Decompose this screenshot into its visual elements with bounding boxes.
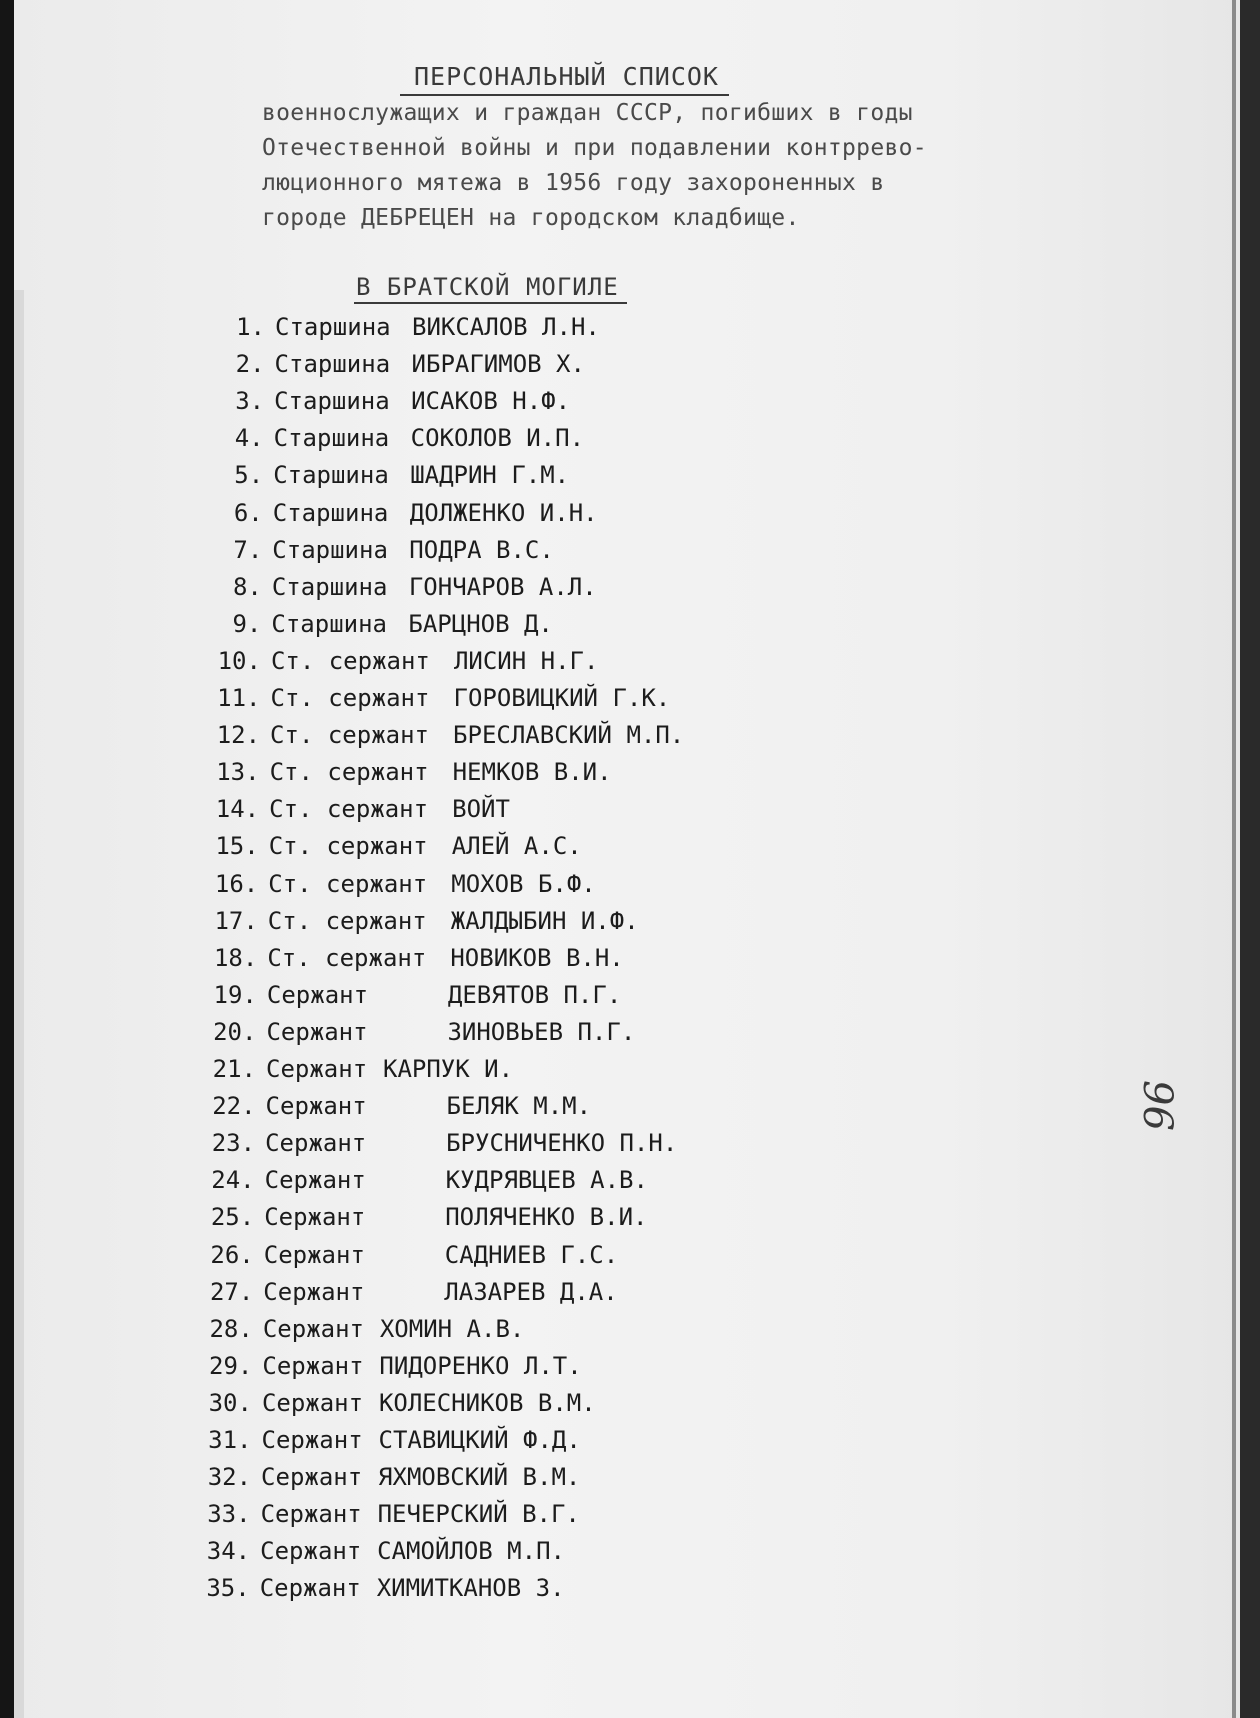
entry-number: 30. — [208, 1388, 252, 1417]
entry-number: 22. — [212, 1092, 256, 1121]
entry-number: 24. — [211, 1166, 255, 1195]
entry-name: ГОНЧАРОВ А.Л. — [408, 572, 597, 601]
entry-rank: Ст. сержант — [270, 646, 430, 675]
entry-rank: Старшина — [272, 498, 389, 527]
entry-name: СОКОЛОВ И.П. — [410, 424, 585, 453]
entry-number: 3. — [235, 387, 265, 416]
entry-name: ИСАКОВ Н.Ф. — [411, 387, 571, 416]
entry-name: БАРЦНОВ Д. — [408, 609, 553, 638]
entry-number: 29. — [209, 1351, 253, 1380]
entry-number: 19. — [213, 980, 257, 1009]
entry-name: ИБРАГИМОВ Х. — [411, 350, 585, 379]
entry-rank: Сержант — [264, 1166, 366, 1195]
entry-number: 8. — [232, 572, 262, 601]
entry-rank: Ст. сержант — [270, 721, 429, 750]
entry-name: БРУСНИЧЕНКО П.Н. — [446, 1129, 678, 1158]
entry-name: СТАВИЦКИЙ Ф.Д. — [378, 1426, 581, 1454]
entry-number: 20. — [213, 1017, 257, 1046]
document-intro — [262, 96, 1002, 236]
entry-rank: Сержант — [266, 1017, 368, 1046]
entry-name: БЕЛЯК М.М. — [446, 1092, 592, 1121]
entry-rank: Сержант — [261, 1388, 364, 1417]
entry-number: 7. — [233, 535, 263, 564]
entry-rank: Старшина — [273, 461, 389, 490]
entry-name: КУДРЯВЦЕВ А.В. — [445, 1166, 648, 1195]
entry-rank: Сержант — [261, 1426, 363, 1454]
entry-number: 6. — [233, 498, 263, 527]
entry-name: ПОДРА В.С. — [409, 535, 554, 564]
entry-number: 15. — [215, 832, 259, 861]
entry-name: ДОЛЖЕНКО И.Н. — [409, 498, 598, 527]
entry-number: 2. — [235, 350, 265, 379]
entry-rank: Сержант — [265, 1129, 367, 1158]
entry-number: 1. — [236, 313, 265, 341]
entry-name: ВИКСАЛОВ Л.Н. — [412, 313, 600, 341]
entry-rank: Сержант — [265, 1092, 367, 1121]
entry-name: ШАДРИН Г.М. — [410, 461, 570, 490]
entry-number: 35. — [206, 1574, 250, 1603]
entry-number: 33. — [207, 1500, 251, 1529]
entry-number: 16. — [214, 869, 259, 898]
entry-number: 12. — [216, 721, 261, 750]
entry-rank: Старшина — [271, 609, 387, 638]
entry-rank: Старшина — [271, 572, 388, 601]
entry-name: ПОЛЯЧЕНКО В.И. — [445, 1203, 648, 1232]
intro-line: люционного мятежа в 1956 году захороненных в — [262, 170, 885, 196]
entry-rank: Сержант — [264, 1203, 366, 1232]
entry-rank: Сержант — [260, 1500, 362, 1529]
entry-rank: Старшина — [274, 350, 391, 379]
entry-name: ХОМИН А.В. — [379, 1314, 525, 1343]
entry-rank: Ст. сержант — [268, 832, 428, 861]
entry-name: ПИДОРЕНКО Л.Т. — [379, 1351, 582, 1380]
entry-name: ГОРОВИЦКИЙ Г.К. — [453, 684, 671, 712]
entry-rank: Сержант — [262, 1351, 364, 1380]
page-edge — [14, 290, 24, 1718]
entry-rank: Старшина — [275, 313, 391, 341]
entry-rank: Сержант — [260, 1537, 362, 1566]
entry-rank: Сержант — [261, 1463, 363, 1492]
entry-rank: Ст. сержант — [269, 795, 429, 824]
section-heading: В БРАТСКОЙ МОГИЛЕ — [354, 272, 627, 304]
entry-rank: Ст. сержант — [267, 943, 427, 972]
entry-name: КОЛЕСНИКОВ В.М. — [378, 1388, 596, 1417]
scan-border — [1240, 0, 1260, 1718]
document-title: ПЕРСОНАЛЬНЫЙ СПИСОК — [400, 60, 729, 96]
entry-name: ПЕЧЕРСКИЙ В.Г. — [377, 1500, 580, 1529]
entry-number: 11. — [217, 684, 261, 712]
entry-name: ЛИСИН Н.Г. — [453, 646, 599, 675]
entry-rank: Старшина — [272, 535, 388, 564]
entry-name: ВОЙТ — [452, 795, 510, 824]
entry-number: 9. — [232, 609, 262, 638]
intro-line: Отечественной войны и при подавлении контррево- — [262, 135, 927, 161]
entry-number: 18. — [213, 943, 258, 972]
entry-rank: Старшина — [273, 424, 390, 453]
entry-rank: Ст. сержант — [268, 869, 428, 898]
entry-name: ЯХМОВСКИЙ В.М. — [378, 1463, 581, 1492]
entry-name: ЛАЗАРЕВ Д.А. — [444, 1277, 618, 1306]
entry-number: 17. — [214, 906, 258, 935]
entry-number: 21. — [212, 1055, 256, 1083]
entry-name: ЖАЛДЫБИН И.Ф. — [450, 906, 639, 935]
intro-line: военнослужащих и граждан СССР, погибших в годы — [262, 100, 913, 126]
entry-name: ХИМИТКАНОВ З. — [376, 1574, 565, 1603]
entry-number: 23. — [211, 1129, 256, 1158]
entry-rank: Сержант — [262, 1314, 364, 1343]
entry-number: 10. — [217, 646, 261, 675]
entry-rank: Старшина — [274, 387, 390, 416]
entry-rank: Ст. сержант — [269, 758, 429, 787]
entry-name: НОВИКОВ В.Н. — [450, 943, 624, 972]
entry-name: МОХОВ Б.Ф. — [451, 869, 596, 898]
entry-number: 14. — [215, 795, 260, 824]
entry-name: НЕМКОВ В.И. — [452, 758, 612, 787]
entry-name: АЛЕЙ А.С. — [451, 832, 582, 861]
entry-number: 32. — [207, 1463, 252, 1492]
entry-number: 28. — [209, 1314, 253, 1343]
entry-rank: Сержант — [263, 1277, 365, 1306]
entry-rank: Ст. сержант — [270, 684, 430, 712]
entry-rank: Ст. сержант — [267, 906, 427, 935]
entry-rank: Сержант — [259, 1574, 361, 1603]
entry-rank: Сержант — [266, 980, 369, 1009]
entry-number: 34. — [206, 1537, 251, 1566]
entry-number: 4. — [234, 424, 264, 453]
entry-name: САМОЙЛОВ М.П. — [377, 1537, 565, 1566]
entry-number: 13. — [216, 758, 260, 787]
entry-name: КАРПУК И. — [383, 1055, 514, 1083]
entry-name: САДНИЕВ Г.С. — [444, 1240, 619, 1269]
entry-number: 27. — [209, 1277, 254, 1306]
intro-line: городе ДЕБРЕЦЕН на городском кладбище. — [262, 205, 800, 231]
entry-name: ДЕВЯТОВ П.Г. — [447, 980, 622, 1009]
entry-number: 5. — [234, 461, 264, 490]
handwritten-page-number: 96 — [1134, 1080, 1180, 1131]
entry-name: ЗИНОВЬЕВ П.Г. — [447, 1017, 636, 1046]
entry-number: 31. — [208, 1426, 252, 1454]
entry-rank: Сержант — [263, 1240, 365, 1269]
entry-name: БРЕСЛАВСКИЙ М.П. — [453, 721, 685, 750]
entry-rank: Сержант — [266, 1055, 368, 1083]
entry-number: 25. — [210, 1203, 255, 1232]
entry-number: 26. — [210, 1240, 254, 1269]
page-fold — [1232, 0, 1236, 1718]
